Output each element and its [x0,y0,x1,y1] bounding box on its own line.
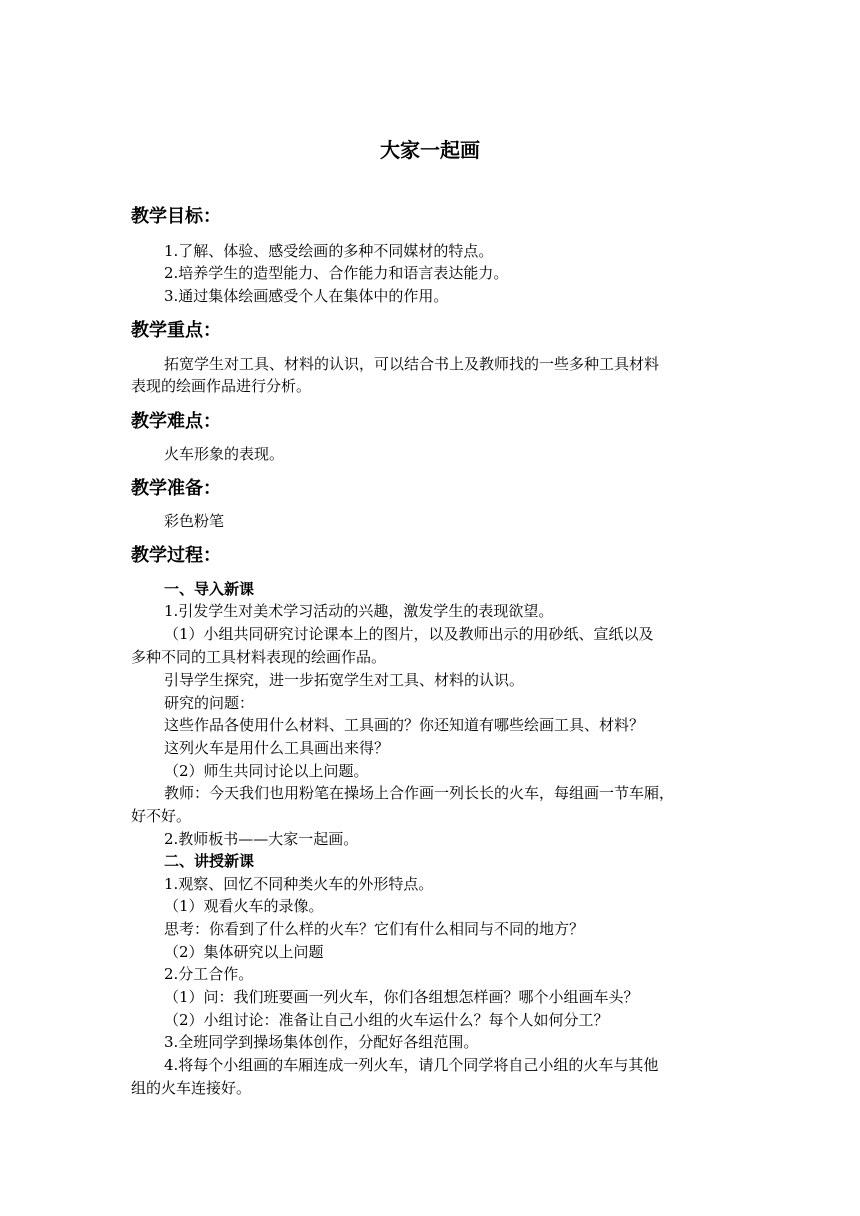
process-heading: 教学过程： [131,545,221,566]
process-line: 2.教师板书——大家一起画。 [164,830,359,848]
process-line: 思考：你看到了什么样的火车？它们有什么相同与不同的地方？ [164,920,585,938]
process-line: （2）小组讨论：准备让自己小组的火车运什么？每个人如何分工？ [164,1011,609,1029]
part2-title: 二、讲授新课 [164,852,255,870]
goal-item: 1.了解、体验、感受绘画的多种不同媒材的特点。 [164,242,494,260]
key-points-text-line2: 表现的绘画作品进行分析。 [131,377,312,395]
preparation-heading: 教学准备： [131,478,221,499]
process-line: （1）小组共同研究讨论课本上的图片，以及教师出示的用砂纸、宣纸以及 [164,625,654,643]
process-line: 2.分工合作。 [164,965,254,983]
key-points-text-line1: 拓宽学生对工具、材料的认识，可以结合书上及教师找的一些多种工具材料 [164,355,660,373]
process-line: 这列火车是用什么工具画出来得？ [164,739,390,757]
part1-title: 一、导入新课 [164,580,255,598]
process-line: （1）问：我们班要画一列火车，你们各组想怎样画？哪个小组画车头？ [164,988,639,1006]
process-line: 1.观察、回忆不同种类火车的外形特点。 [164,875,434,893]
difficulties-text: 火车形象的表现。 [164,445,285,463]
process-line: （2）集体研究以上问题 [164,943,324,961]
process-line: 引导学生探究，进一步拓宽学生对工具、材料的认识。 [164,671,525,689]
process-line: 组的火车连接好。 [131,1079,252,1097]
goals-heading: 教学目标： [131,206,221,227]
process-line: 教师：今天我们也用粉笔在操场上合作画一列长长的火车，每组画一节车厢， [164,784,675,802]
process-line: 1.引发学生对美术学习活动的兴趣，激发学生的表现欲望。 [164,602,554,620]
process-line: 这些作品各使用什么材料、工具画的？你还知道有哪些绘画工具、材料？ [164,716,645,734]
document-title: 大家一起画 [380,138,480,162]
process-line: （2）师生共同讨论以上问题。 [164,762,369,780]
goal-item: 3.通过集体绘画感受个人在集体中的作用。 [164,287,449,305]
process-line: （1）观看火车的录像。 [164,897,324,915]
process-line: 4.将每个小组画的车厢连成一列火车，请几个同学将自己小组的火车与其他 [164,1056,659,1074]
difficulties-heading: 教学难点： [131,411,221,432]
process-line: 研究的问题： [164,694,255,712]
process-line: 多种不同的工具材料表现的绘画作品。 [131,648,387,666]
key-points-heading: 教学重点： [131,320,221,341]
goal-item: 2.培养学生的造型能力、合作能力和语言表达能力。 [164,264,509,282]
preparation-text: 彩色粉笔 [164,512,225,530]
process-line: 好不好。 [131,807,192,825]
process-line: 3.全班同学到操场集体创作，分配好各组范围。 [164,1033,479,1051]
